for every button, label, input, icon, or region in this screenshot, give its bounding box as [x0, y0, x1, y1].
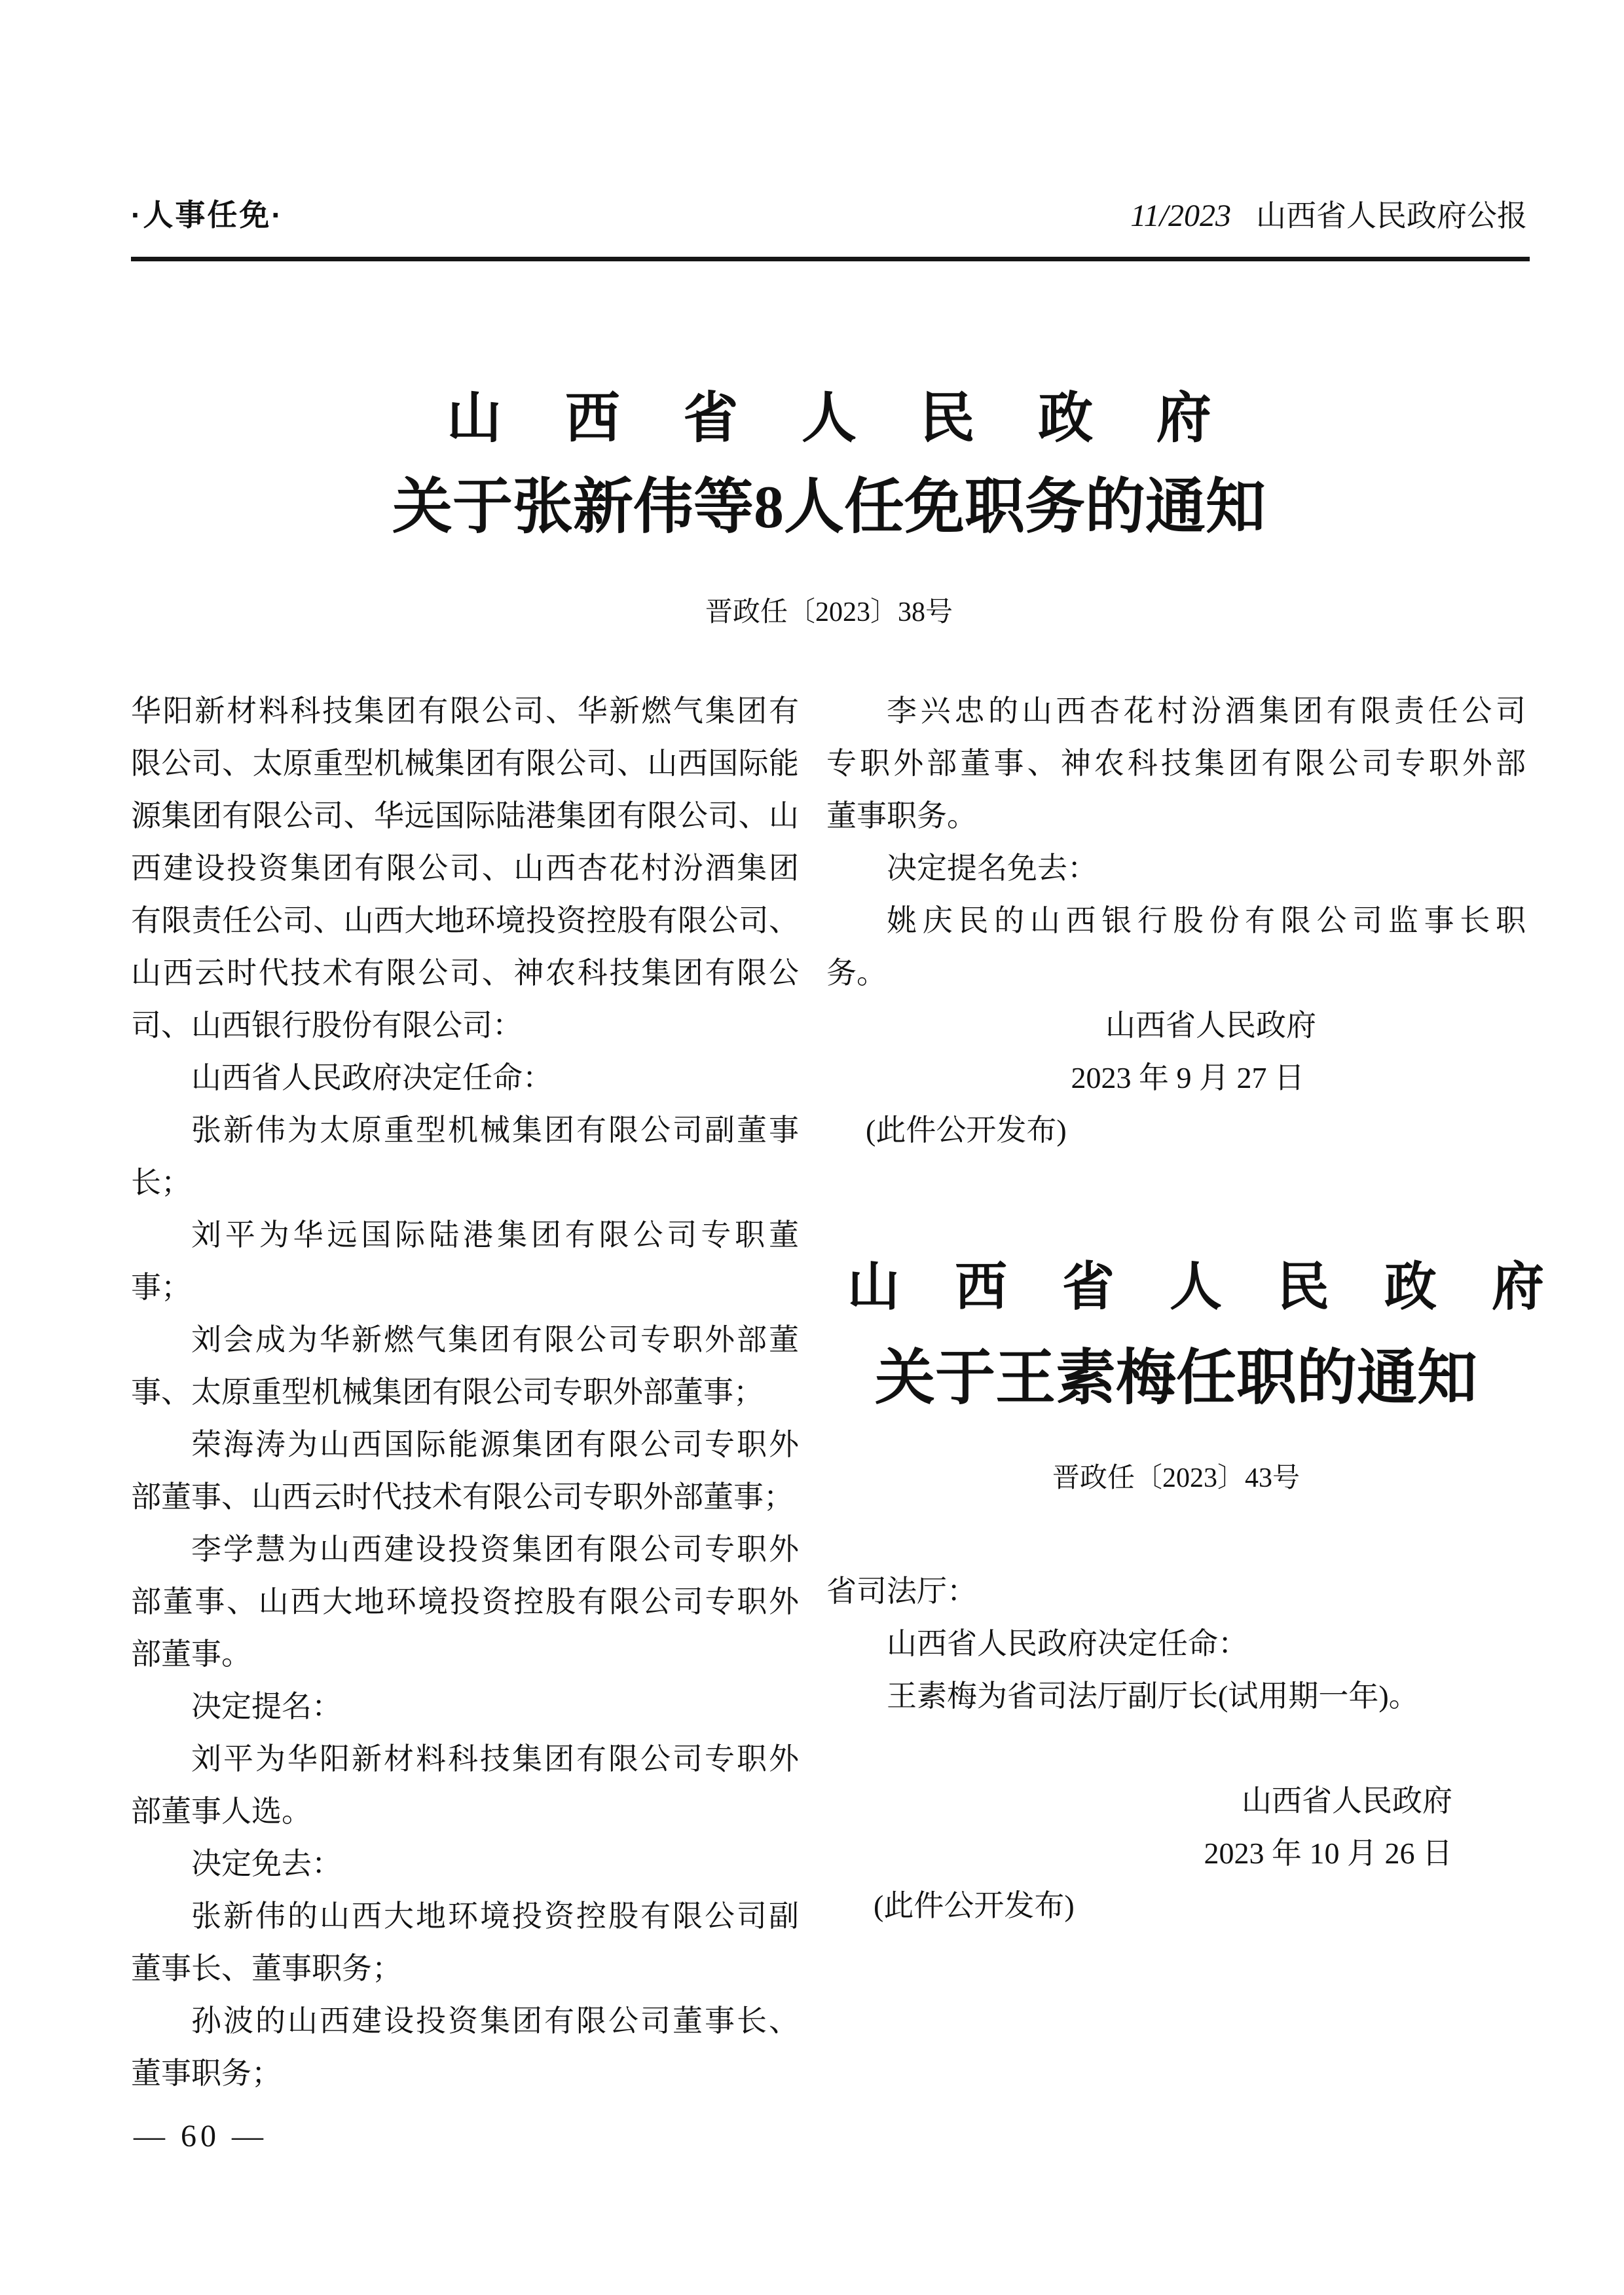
text-line: 事； — [131, 1271, 191, 1304]
text-line: 董事长、董事职务； — [131, 1952, 402, 1985]
gazette-title: 山西省人民政府公报 — [1256, 199, 1527, 233]
text-line: 刘会成为华新燃气集团有限公司专职外部董 — [191, 1323, 799, 1356]
notice2-signature: 山西省人民政府 — [1242, 1784, 1452, 1818]
text-line: 姚庆民的山西银行股份有限公司监事长职 — [887, 904, 1526, 937]
text-line: 长； — [131, 1166, 191, 1199]
text-line: 西建设投资集团有限公司、山西杏花村汾酒集团 — [131, 851, 799, 885]
text-line: 荣海涛为山西国际能源集团有限公司专职外 — [191, 1428, 799, 1461]
notice1-org-heading: 山 西 省 人 民 政 府 — [447, 388, 1236, 449]
notice1-date: 2023 年 9 月 27 日 — [1071, 1061, 1304, 1094]
text-line: 李学慧为山西建设投资集团有限公司专职外 — [191, 1533, 799, 1566]
right-column-notice1-body — [826, 685, 1526, 999]
text-line: 部董事人选。 — [131, 1795, 312, 1828]
text-line: 董事职务。 — [826, 799, 977, 832]
text-line: 张新伟的山西大地环境投资控股有限公司副 — [191, 1899, 799, 1933]
page-number: — 60 — — [134, 2119, 267, 2154]
text-line: 源集团有限公司、华远国际陆港集团有限公司、山 — [131, 799, 799, 832]
header-divider — [131, 257, 1530, 261]
text-line: 决定提名免去： — [887, 851, 1098, 885]
header-right — [1130, 199, 1527, 233]
text-line: 决定免去： — [191, 1847, 342, 1880]
text-line: 部董事、山西云时代技术有限公司专职外部董事； — [131, 1480, 794, 1514]
notice1-doc-number: 晋政任〔2023〕38号 — [705, 597, 953, 627]
text-line: 决定提名： — [191, 1690, 342, 1723]
text-line: 有限责任公司、山西大地环境投资控股有限公司、 — [131, 904, 799, 937]
text-line: 董事职务； — [131, 2057, 282, 2090]
text-line: 李兴忠的山西杏花村汾酒集团有限责任公司 — [887, 694, 1526, 728]
text-line: 专职外部董事、神农科技集团有限公司专职外部 — [826, 747, 1526, 780]
text-line: 张新伟为太原重型机械集团有限公司副董事 — [191, 1113, 799, 1147]
notice1-title: 关于张新伟等8人任免职务的通知 — [392, 474, 1266, 540]
notice2-doc-number: 晋政任〔2023〕43号 — [1052, 1463, 1300, 1493]
text-line: 山西云时代技术有限公司、神农科技集团有限公 — [131, 956, 799, 990]
text-line: 孙波的山西建设投资集团有限公司董事长、 — [191, 2004, 799, 2038]
text-line: 山西省人民政府决定任命： — [191, 1061, 553, 1094]
text-line: 务。 — [826, 956, 887, 990]
text-line: 事、太原重型机械集团有限公司专职外部董事； — [131, 1375, 764, 1409]
issue-number: 11/2023 — [1130, 198, 1231, 233]
notice2-body — [826, 1565, 1526, 1723]
notice2-date: 2023 年 10 月 26 日 — [1204, 1837, 1452, 1870]
text-line: 刘平为华远国际陆港集团有限公司专职董 — [191, 1218, 799, 1252]
left-column — [131, 685, 799, 2100]
text-line: 山西省人民政府决定任命： — [887, 1627, 1248, 1660]
text-line: 王素梅为省司法厅副厅长(试用期一年)。 — [887, 1679, 1419, 1713]
notice2-org-heading: 山 西 省 人 民 政 府 — [847, 1259, 1565, 1316]
notice2-title: 关于王素梅任职的通知 — [874, 1345, 1477, 1411]
text-line: 部董事。 — [131, 1637, 251, 1671]
notice1-signature: 山西省人民政府 — [1105, 1009, 1316, 1042]
notice2-publish-note: (此件公开发布) — [874, 1889, 1075, 1922]
text-line: 华阳新材料科技集团有限公司、华新燃气集团有 — [131, 694, 799, 728]
text-line: 省司法厅： — [826, 1575, 977, 1608]
text-line: 刘平为华阳新材料科技集团有限公司专职外 — [191, 1742, 799, 1776]
text-line: 司、山西银行股份有限公司： — [131, 1009, 523, 1042]
text-line: 限公司、太原重型机械集团有限公司、山西国际能 — [131, 747, 799, 780]
text-line: 部董事、山西大地环境投资控股有限公司专职外 — [131, 1585, 799, 1618]
notice1-publish-note: (此件公开发布) — [866, 1113, 1067, 1147]
section-label: ·人事任免· — [131, 198, 284, 232]
